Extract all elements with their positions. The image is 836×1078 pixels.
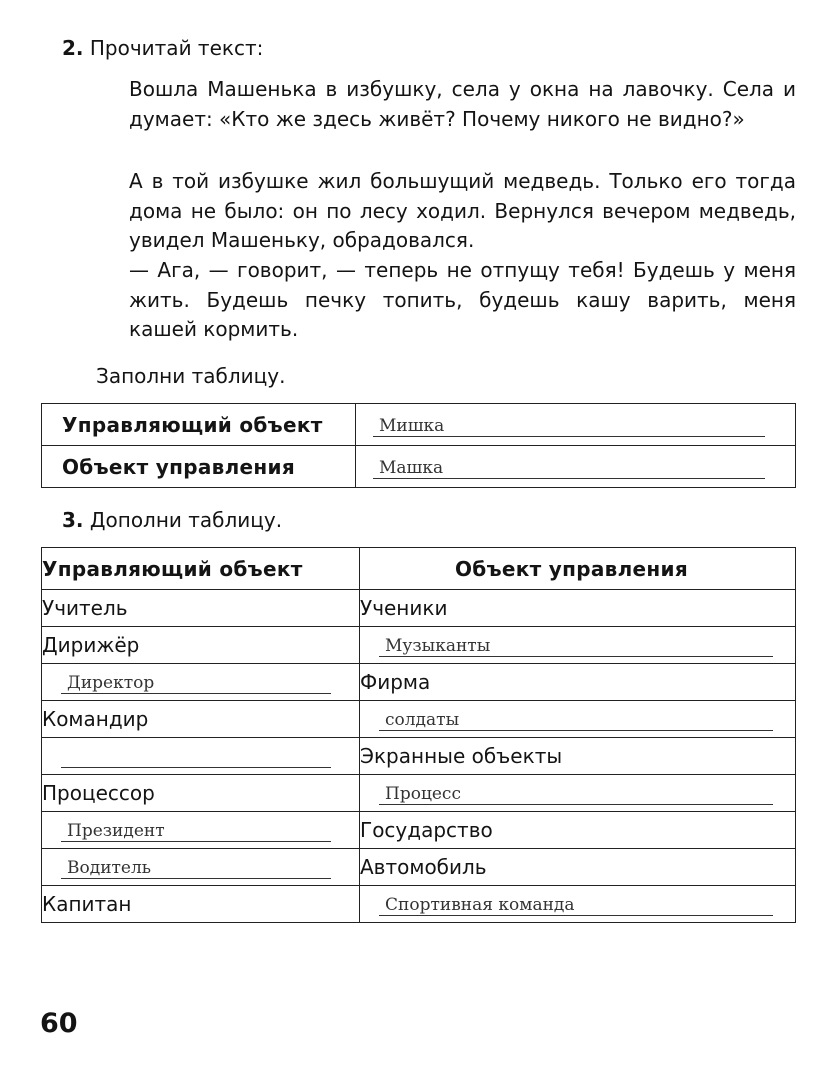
controlling-cell [42,590,360,627]
controlling-cell [42,886,360,923]
task-3-heading [62,508,282,532]
controlling-cell [42,775,360,812]
control-objects-table [41,547,796,923]
controlled-answer-line[interactable]: солдаты [379,710,773,731]
task-3-title: Дополни таблицу. [89,508,283,532]
controlled-cell [360,701,796,738]
controlled-answer-line[interactable]: Процесс [379,784,773,805]
answer-cell [356,446,796,488]
controlling-answer-line[interactable]: Директор [61,673,331,694]
controlling-answer-line[interactable]: Президент [61,821,331,842]
table-row [42,627,796,664]
controlling-cell-text: Капитан [42,892,132,916]
story-paragraph-3: — Ага, — говорит, — теперь не отпущу тебя! Будешь у меня жить. Будешь печку топить, будешь кашу варить, меня кашей кормить. [129,258,796,341]
fill-table-instruction: Заполни таблицу. [96,364,286,388]
controlled-cell [360,886,796,923]
controlled-cell [360,738,796,775]
controlling-cell [42,812,360,849]
story-table [41,403,796,488]
controlled-cell [360,849,796,886]
table-row [42,775,796,812]
controlling-cell-text: Дирижёр [42,633,140,657]
column-header-controlling: Управляющий объект [42,548,360,590]
controlling-cell-text: Учитель [42,596,128,620]
controlling-cell [42,664,360,701]
controlled-cell [360,627,796,664]
story-paragraph-1: Вошла Машенька в избушку, села у окна на лавочку. Села и думает: «Кто же здесь живёт? Почему никого не видно?» [129,77,796,131]
table-header-row [42,548,796,590]
controlled-answer-line[interactable]: Спортивная команда [379,895,773,916]
controlled-cell [360,775,796,812]
table-row [42,404,796,446]
table-row [42,701,796,738]
controlled-cell-text: Фирма [360,670,431,694]
controlling-cell-text: Процессор [42,781,155,805]
controlling-object-label: Управляющий объект [42,404,356,446]
answer-cell [356,404,796,446]
controlled-cell-text: Ученики [360,596,448,620]
controlled-cell [360,812,796,849]
answer-line-controlled[interactable]: Машка [373,458,765,479]
table-row [42,446,796,488]
table-row [42,664,796,701]
column-header-controlled: Объект управления [360,548,796,590]
controlled-answer-line[interactable]: Музыканты [379,636,773,657]
controlling-answer-line[interactable]: Водитель [61,858,331,879]
answer-line-controlling[interactable]: Мишка [373,416,765,437]
page-number: 60 [40,1008,78,1039]
controlled-cell-text: Экранные объекты [360,744,563,768]
controlled-cell-text: Автомобиль [360,855,487,879]
table-row [42,886,796,923]
task-2-number: 2. [62,36,84,60]
controlling-cell [42,738,360,775]
controlled-cell [360,590,796,627]
table-row [42,849,796,886]
task-3-number: 3. [62,508,84,532]
controlled-object-label: Объект управления [42,446,356,488]
controlled-cell [360,664,796,701]
table-row [42,738,796,775]
task-2-heading [62,36,263,60]
controlling-answer-line[interactable] [61,767,331,768]
controlling-cell [42,701,360,738]
controlling-cell-text: Командир [42,707,149,731]
table-row [42,590,796,627]
task-2-title: Прочитай текст: [89,36,264,60]
controlling-cell [42,627,360,664]
story-paragraph-2: А в той избушке жил большущий медведь. Только его тогда дома не было: он по лесу ходил. Вернулся вечером медведь, увидел Машеньку, обрадовался. [129,169,796,252]
table-row [42,812,796,849]
controlling-cell [42,849,360,886]
controlled-cell-text: Государство [360,818,493,842]
